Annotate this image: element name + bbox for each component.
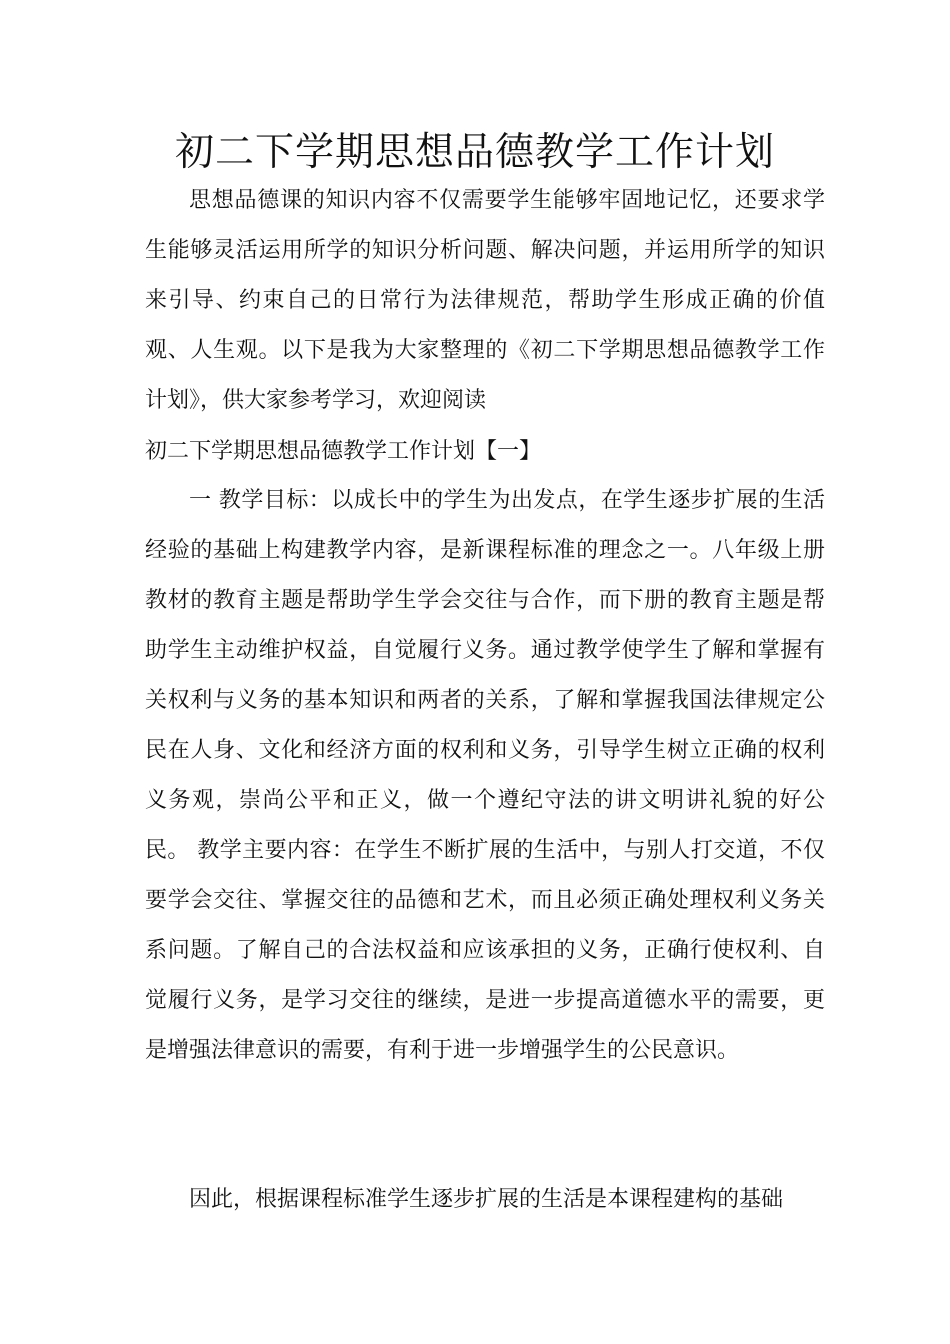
intro-paragraph: 思想品德课的知识内容不仅需要学生能够牢固地记忆，还要求学生能够灵活运用所学的知识分析问题、解决问题，并运用所学的知识来引导、约束自己的日常行为法律规范，帮助学生形成正确的价值观、人生观。以下是我为大家整理的《初二下学期思想品德教学工作计划》，供大家参考学习，欢迎阅读 [145,188,825,413]
body-paragraph-1: 一 教学目标：以成长中的学生为出发点，在学生逐步扩展的生活经验的基础上构建教学内容，是新课程标准的理念之一。八年级上册教材的教育主题是帮助学生学会交往与合作，而下册的教育主题是帮助学生主动维护权益，自觉履行义务。通过教学使学生了解和掌握有关权利与义务的基本知识和两者的关系，了解和掌握我国法律规定公民在人身、文化和经济方面的权利和义务，引导学生树立正确的权利义务观，崇尚公平和正义，做一个遵纪守法的讲文明讲礼貌的好公民。 教学主要内容：在学生不断扩展的生活中，与别人打交道，不仅要学会交往、掌握交往的品德和艺术，而且必须正确处理权利义务关系问题。了解自己的合法权益和应该承担的义务，正确行使权利、自觉履行义务，是学习交往的继续，是进一步提高道德水平的需要，更是增强法律意识的需要，有利于进一步增强学生的公民意识。 [145,488,825,1063]
section-heading: 初二下学期思想品德教学工作计划【一】 [145,439,542,464]
document-title: 初二下学期思想品德教学工作计划 [174,130,775,175]
body-paragraph-2: 因此，根据课程标准学生逐步扩展的生活是本课程建构的基础 [189,1187,784,1212]
